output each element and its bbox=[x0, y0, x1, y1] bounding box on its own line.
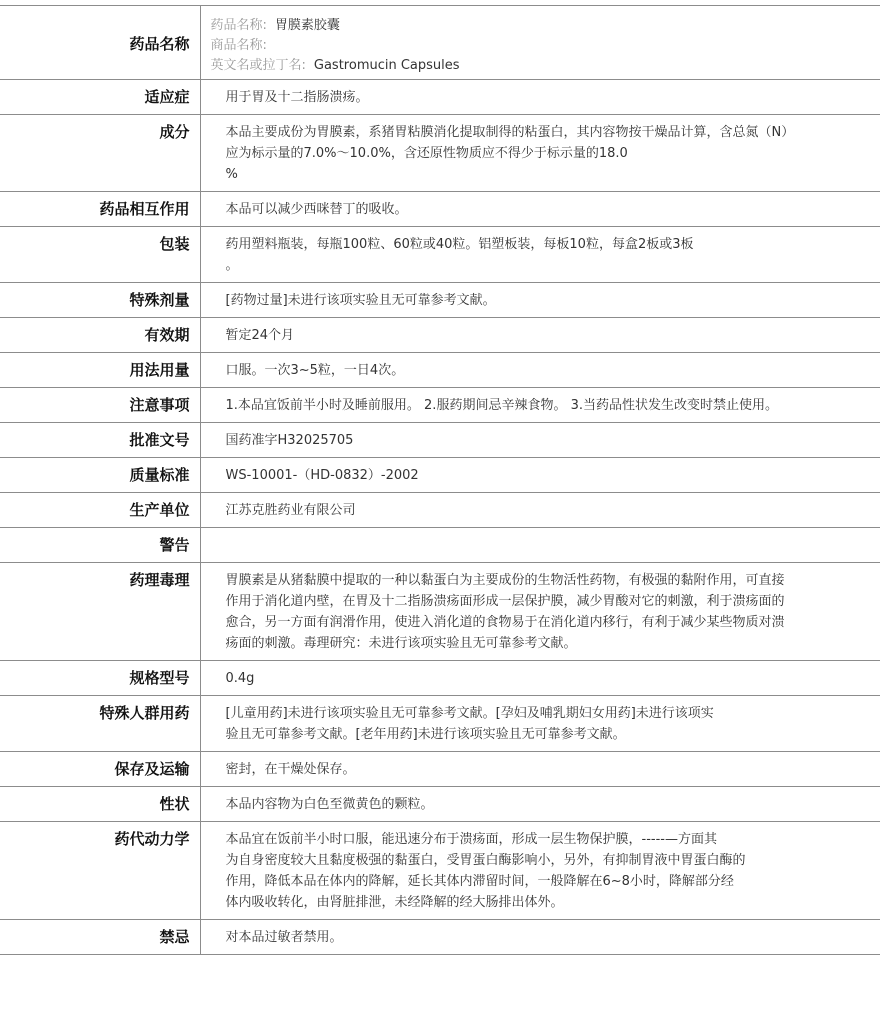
row-label: 生产单位 bbox=[0, 493, 200, 528]
row-value: 本品主要成份为胃膜素，系猪胃粘膜消化提取制得的粘蛋白，其内容物按干燥品计算，含总氮（N）应为标示量的7.0%～10.0%，含还原性物质应不得少于标示量的18.0 % bbox=[225, 125, 788, 182]
trade-name-line bbox=[211, 36, 880, 56]
info-row bbox=[0, 227, 880, 283]
info-row bbox=[0, 318, 880, 353]
info-row bbox=[0, 353, 880, 388]
info-row bbox=[0, 661, 880, 696]
row-label: 批准文号 bbox=[0, 423, 200, 458]
info-row bbox=[0, 920, 880, 955]
row-label: 特殊人群用药 bbox=[0, 696, 200, 752]
row-value: 用于胃及十二指肠溃疡。 bbox=[225, 90, 369, 105]
trade-name-key: 商品名称: bbox=[210, 38, 267, 53]
row-value: 对本品过敏者禁用。 bbox=[225, 930, 343, 945]
row-value: [儿童用药]未进行该项实验且无可靠参考文献。[孕妇及哺乳期妇女用药]未进行该项实 验且无可靠参考文献。[老年用药]未进行该项实验且无可靠参考文献。 bbox=[225, 706, 714, 742]
row-label: 有效期 bbox=[0, 318, 200, 353]
row-label: 禁忌 bbox=[0, 920, 200, 955]
row-value: 本品宜在饭前半小时口服，能迅速分布于溃疡面，形成一层生物保护膜，-----—方面其 为自身密度较大且黏度极强的黏蛋白，受胃蛋白酶影响小，另外，有抑制胃液中胃蛋白酶的 作用，降低本品在体内的降解，延长其体内滞留时间，一般降解在6~8小时，降解部分经 体内吸收转化，由肾脏排泄，未经降解的经大肠排出体外。 bbox=[225, 832, 746, 910]
generic-name-value: 胃膜素胶囊 bbox=[274, 18, 340, 33]
generic-name-line bbox=[211, 16, 880, 36]
drug-info-table bbox=[0, 5, 880, 955]
info-row bbox=[0, 115, 880, 192]
info-row bbox=[0, 696, 880, 752]
row-value: WS-10001-（HD-0832）-2002 bbox=[225, 468, 419, 483]
generic-name-key: 药品名称: bbox=[210, 18, 267, 33]
row-label: 保存及运输 bbox=[0, 752, 200, 787]
row-label: 性状 bbox=[0, 787, 200, 822]
row-value: 密封，在干燥处保存。 bbox=[225, 762, 356, 777]
row-value: 江苏克胜药业有限公司 bbox=[225, 503, 356, 518]
english-name-value: Gastromucin Capsules bbox=[313, 58, 460, 73]
row-label: 适应症 bbox=[0, 80, 200, 115]
drug-name-cell bbox=[200, 6, 880, 80]
row-value: 口服。一次3~5粒，一日4次。 bbox=[225, 363, 405, 378]
row-label: 规格型号 bbox=[0, 661, 200, 696]
row-value bbox=[200, 528, 880, 563]
row-label: 特殊剂量 bbox=[0, 283, 200, 318]
info-row bbox=[0, 787, 880, 822]
row-label bbox=[0, 6, 200, 80]
row-label: 注意事项 bbox=[0, 388, 200, 423]
info-row bbox=[0, 80, 880, 115]
info-row bbox=[0, 458, 880, 493]
row-label: 药代动力学 bbox=[0, 822, 200, 920]
row-value: 药用塑料瓶装，每瓶100粒、60粒或40粒。铝塑板装，每板10粒，每盒2板或3板 。 bbox=[225, 237, 694, 273]
row-label: 成分 bbox=[0, 115, 200, 192]
row-value: 0.4g bbox=[225, 671, 255, 686]
info-row bbox=[0, 822, 880, 920]
info-row bbox=[0, 192, 880, 227]
row-label: 质量标准 bbox=[0, 458, 200, 493]
row-value: 暂定24个月 bbox=[225, 328, 295, 343]
row-value: 国药准字H32025705 bbox=[225, 433, 354, 448]
row-label: 警告 bbox=[0, 528, 200, 563]
label-drug-name: 药品名称 bbox=[129, 35, 190, 53]
info-row bbox=[0, 563, 880, 661]
row-value: 本品可以减少西咪替丁的吸收。 bbox=[225, 202, 408, 217]
row-label: 药品相互作用 bbox=[0, 192, 200, 227]
row-label: 药理毒理 bbox=[0, 563, 200, 661]
row-value: [药物过量]未进行该项实验且无可靠参考文献。 bbox=[225, 293, 496, 308]
row-value: 胃膜素是从猪黏膜中提取的一种以黏蛋白为主要成份的生物活性药物，有极强的黏附作用，可直接作用于消化道内壁，在胃及十二指肠溃疡面形成一层保护膜，减少胃酸对它的刺激，利于溃疡面的愈合，另一方面有润滑作用，使进入消化道的食物易于在消化道内移行，有利于减少某些物质对溃疡面的刺激。毒理研究：未进行该项实验且无可靠参考文献。 bbox=[225, 573, 785, 651]
info-row bbox=[0, 493, 880, 528]
row-drug-name bbox=[0, 6, 880, 80]
english-name-key: 英文名或拉丁名: bbox=[210, 58, 306, 73]
info-row bbox=[0, 528, 880, 563]
row-value: 1.本品宜饭前半小时及睡前服用。 2.服药期间忌辛辣食物。 3.当药品性状发生改变时禁止使用。 bbox=[225, 398, 778, 413]
info-row bbox=[0, 283, 880, 318]
row-label: 用法用量 bbox=[0, 353, 200, 388]
info-row bbox=[0, 752, 880, 787]
info-row bbox=[0, 388, 880, 423]
row-value: 本品内容物为白色至微黄色的颗粒。 bbox=[225, 797, 434, 812]
info-row bbox=[0, 423, 880, 458]
row-label: 包装 bbox=[0, 227, 200, 283]
english-name-line bbox=[211, 56, 880, 76]
